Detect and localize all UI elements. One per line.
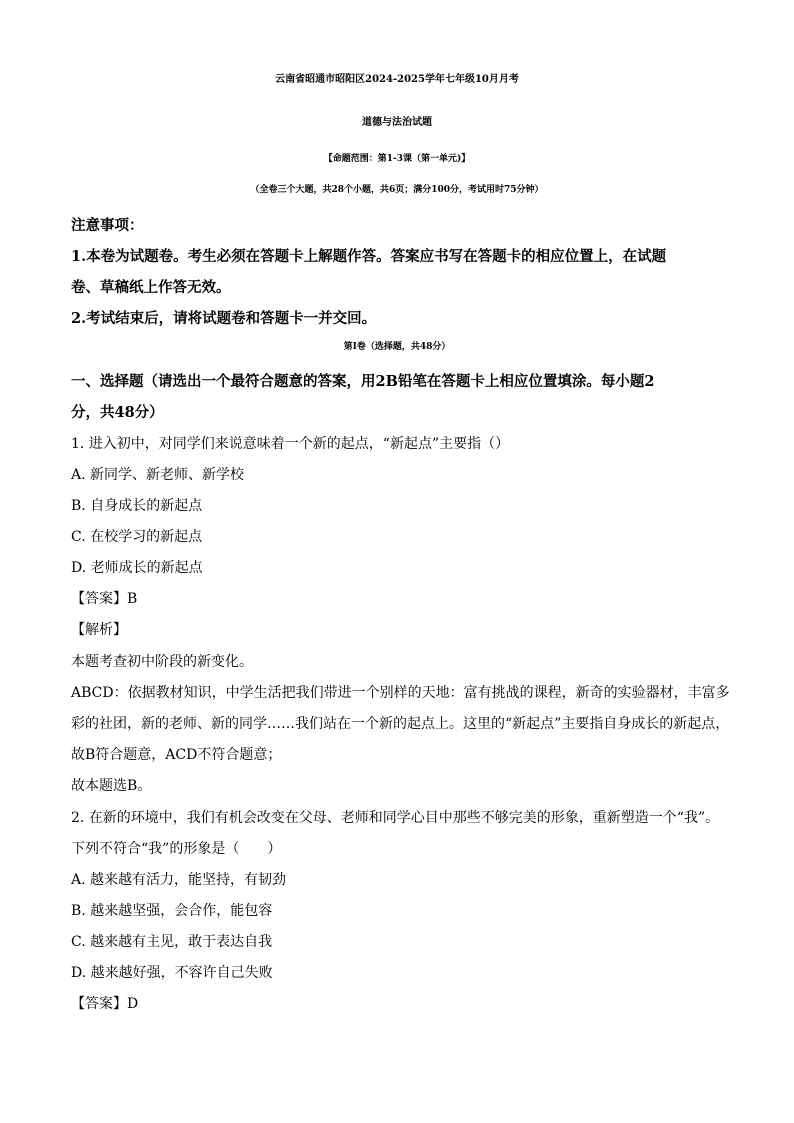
question-2-option-a: A. 越来越有活力，能坚持，有韧劲 <box>71 872 287 888</box>
part-title: 第Ⅰ卷（选择题，共48分） <box>343 342 451 352</box>
question-1-option-b: B. 自身成长的新起点 <box>71 498 203 514</box>
exam-scope: 【命题范围：第1-3课（第一单元)】 <box>323 154 471 164</box>
question-2-option-d: D. 越来越好强，不容许自己失败 <box>71 965 273 981</box>
notice-item-1-line-2: 卷、草稿纸上作答无效。 <box>71 279 231 296</box>
exam-info: （全卷三个大题，共28个小题，共6页；满分100分，考试用时75分钟） <box>250 185 544 195</box>
question-2-option-b: B. 越来越坚强，会合作，能包容 <box>71 903 273 919</box>
notice-heading: 注意事项： <box>71 217 144 234</box>
question-2-stem-line-2: 下列不符合“我”的形象是（ ） <box>71 841 282 857</box>
notice-item-2: 2.考试结束后，请将试题卷和答题卡一并交回。 <box>71 310 377 327</box>
question-1-option-c: C. 在校学习的新起点 <box>71 529 203 545</box>
question-1-answer: 【答案】B <box>71 591 138 607</box>
question-1-analysis-line-4: 故B符合题意，ACD不符合题意； <box>71 747 282 763</box>
section-instruction-line-1: 一、选择题（请选出一个最符合题意的答案，用2B铅笔在答题卡上相应位置填涂。每小题2 <box>71 373 655 390</box>
exam-subject-title: 道德与法治试题 <box>362 117 432 128</box>
question-1-option-d: D. 老师成长的新起点 <box>71 560 203 576</box>
question-1-analysis-line-5: 故本题选B。 <box>71 778 152 794</box>
question-1-stem: 1. 进入初中，对同学们来说意味着一个新的起点，“新起点”主要指（） <box>71 436 510 452</box>
question-2-answer: 【答案】D <box>71 996 139 1012</box>
section-instruction-line-2: 分，共48分） <box>71 404 164 421</box>
question-1-analysis-heading: 【解析】 <box>71 622 127 638</box>
question-1-option-a: A. 新同学、新老师、新学校 <box>71 467 245 483</box>
question-1-analysis-line-3: 彩的社团，新的老师、新的同学……我们站在一个新的起点上。这里的“新起点”主要指自身成长的新起点， <box>71 716 730 732</box>
exam-title: 云南省昭通市昭阳区2024-2025学年七年级10月月考 <box>275 74 519 85</box>
question-2-option-c: C. 越来越有主见，敢于表达自我 <box>71 934 273 950</box>
question-1-analysis-line-1: 本题考查初中阶段的新变化。 <box>71 654 253 670</box>
notice-item-1-line-1: 1.本卷为试题卷。考生必须在答题卡上解题作答。答案应书写在答题卡的相应位置上，在试题 <box>71 248 667 265</box>
question-2-stem-line-1: 2. 在新的环境中，我们有机会改变在父母、老师和同学心目中那些不够完美的形象，重新塑造一个“我”。 <box>71 810 720 826</box>
question-1-analysis-line-2: ABCD：依据教材知识，中学生活把我们带进一个别样的天地：富有挑战的课程，新奇的实验器材，丰富多 <box>71 685 730 701</box>
